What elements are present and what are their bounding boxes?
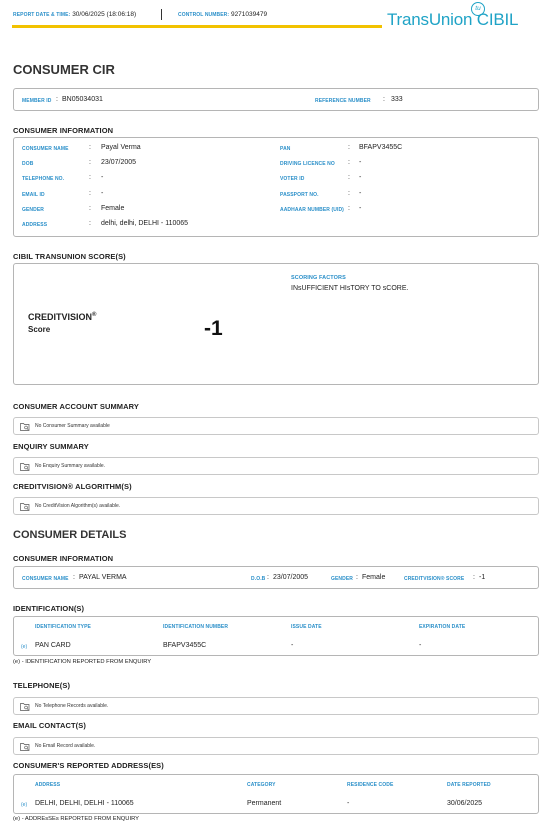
page-title: CONSUMER CIR [13, 62, 115, 77]
right-field-value: - [359, 189, 362, 197]
left-field-label: TELEPHONE NO. [22, 176, 65, 183]
report-date [13, 11, 136, 18]
email-message: No Email Record available. [35, 743, 96, 749]
logo-text: TransUnion CIBIL [387, 10, 519, 29]
score-heading: CIBIL TRANSUNION SCORE(S) [13, 252, 126, 261]
row-marker: (e) [21, 644, 28, 650]
consumer-info-heading: CONSUMER INFORMATION [13, 126, 114, 135]
member-box [13, 88, 539, 111]
details-dob-value: 23/07/2005 [273, 574, 309, 581]
colon: : [89, 189, 91, 197]
left-field-value: Female [101, 204, 125, 212]
table-cell: - [291, 642, 294, 649]
left-field-value: Payal Verma [101, 144, 141, 151]
member-id-value: BN05034031 [62, 96, 103, 103]
colon: : [89, 204, 91, 212]
score-name-reg: ® [92, 312, 97, 318]
table-header-cell: EXPIRATION DATE [419, 624, 466, 630]
scoring-factors-label: SCORING FACTORS [291, 275, 346, 281]
details-dob-label: D.O.B [251, 576, 266, 582]
table-cell: BFAPV3455C [163, 642, 207, 649]
folder-search-icon [20, 502, 30, 511]
table-cell: - [347, 800, 350, 807]
details-gender-label: GENDER [331, 576, 353, 582]
identification-box [13, 616, 539, 656]
left-field-value: 23/07/2005 [101, 159, 137, 167]
left-field-label: GENDER [22, 206, 44, 213]
table-cell: 30/06/2025 [447, 800, 483, 807]
report-header [0, 0, 556, 32]
email-bar [13, 737, 539, 755]
left-field-label: ADDRESS [22, 222, 48, 228]
account-summary-heading: CONSUMER ACCOUNT SUMMARY [13, 402, 140, 411]
table-cell: - [419, 642, 422, 649]
addresses-note: (e) - ADDREsSEs REPORTED FROM ENQUIRY [13, 816, 140, 822]
right-field-label: PAN [280, 146, 291, 152]
addresses-box [13, 774, 539, 814]
score-sub: Score [28, 325, 51, 334]
table-header-cell: IDENTIFICATION TYPE [35, 624, 91, 630]
details-info-heading: CONSUMER INFORMATION [13, 554, 114, 563]
score-name [28, 312, 96, 322]
details-gender-value: Female [362, 574, 386, 581]
colon: : [348, 174, 350, 182]
left-field-label: EMAIL ID [22, 191, 45, 198]
score-value: -1 [204, 317, 223, 340]
right-field-label: AADHAAR NUMBER (UID) [280, 206, 344, 213]
folder-search-icon [20, 702, 30, 711]
left-field-value: - [101, 189, 104, 197]
colon: : [348, 189, 350, 197]
right-field-value: - [359, 204, 362, 212]
enquiry-summary-bar [13, 457, 539, 475]
details-title: CONSUMER DETAILS [13, 529, 127, 541]
table-header-cell: RESIDENCE CODE [347, 782, 394, 788]
transunion-cibil-logo [387, 2, 542, 32]
algorithms-bar [13, 497, 539, 515]
report-date-label: REPORT DATE & TIME: [13, 12, 71, 18]
details-name-label: CONSUMER NAME [22, 576, 69, 582]
header-accent-line [12, 25, 382, 28]
colon: : [348, 144, 350, 151]
control-number-label: CONTROL NUMBER: [178, 12, 230, 18]
left-field-label: CONSUMER NAME [22, 146, 69, 152]
table-header-cell: DATE REPORTED [447, 782, 491, 788]
folder-search-icon [20, 742, 30, 751]
colon: : [383, 96, 385, 103]
colon: : [356, 574, 358, 581]
score-name-text: CREDITVISION [28, 312, 93, 322]
folder-search-icon [20, 462, 30, 471]
report-date-value: 30/06/2025 (18:06:18) [72, 11, 137, 18]
tu-logo-mark: tu [471, 2, 485, 16]
right-field-value: - [359, 174, 362, 182]
colon: : [348, 204, 350, 212]
identification-note: (e) - IDENTIFICATION REPORTED FROM ENQUIRY [13, 659, 152, 665]
details-score-label: CREDITVISION® SCORE [404, 576, 465, 582]
table-cell: PAN CARD [35, 642, 71, 649]
right-field-value: BFAPV3455C [359, 144, 403, 151]
colon: : [56, 96, 58, 103]
colon: : [89, 144, 91, 151]
right-field-label: DRIVING LICENCE NO [280, 161, 335, 168]
addresses-heading: CONSUMER'S REPORTED ADDRESS(ES) [13, 761, 164, 770]
left-field-value: - [101, 174, 104, 182]
header-separator [161, 9, 162, 20]
account-summary-message: No Consumer Summary available [35, 423, 110, 429]
left-field-value: delhi, delhi, DELHI - 110065 [101, 220, 189, 227]
telephone-message: No Telephone Records available. [35, 703, 109, 709]
details-score-value: -1 [479, 574, 486, 581]
colon: : [89, 174, 91, 182]
control-number-value: 9271039479 [230, 11, 268, 18]
enquiry-summary-message: No Enquiry Summary available. [35, 463, 106, 469]
telephone-heading: TELEPHONE(S) [13, 681, 71, 690]
right-field-label: VOTER ID [280, 176, 305, 183]
colon: : [73, 574, 75, 581]
right-field-label: PASSPORT NO. [280, 191, 319, 198]
colon: : [89, 220, 91, 227]
enquiry-summary-heading: ENQUIRY SUMMARY [13, 442, 89, 451]
algorithms-message: No CreditVision Algorithm(s) available. [35, 503, 121, 509]
algorithms-heading: CREDITVISION® ALGORITHM(S) [13, 482, 132, 491]
score-box [13, 263, 539, 385]
table-header-cell: ADDRESS [35, 782, 61, 788]
details-info-box [13, 566, 539, 589]
details-name-value: PAYAL VERMA [79, 574, 127, 581]
consumer-info-box [13, 137, 539, 237]
table-header-cell: CATEGORY [247, 782, 276, 788]
reference-label: REFERENCE NUMBER [315, 98, 371, 104]
identification-heading: IDENTIFICATION(S) [13, 604, 85, 613]
folder-search-icon [20, 422, 30, 431]
telephone-bar [13, 697, 539, 715]
colon: : [473, 574, 475, 581]
account-summary-bar [13, 417, 539, 435]
colon: : [348, 159, 350, 167]
row-marker: (e) [21, 802, 28, 808]
table-header-cell: IDENTIFICATION NUMBER [163, 624, 229, 630]
table-header-cell: ISSUE DATE [291, 624, 322, 630]
table-cell: Permanent [247, 800, 282, 807]
colon: : [89, 159, 91, 167]
member-id-label: MEMBER ID [22, 98, 52, 104]
control-number [178, 11, 267, 18]
email-heading: EMAIL CONTACT(S) [13, 721, 86, 730]
right-field-value: - [359, 159, 362, 167]
left-field-label: DOB [22, 161, 34, 168]
scoring-factors-value: INsUFFICIENT HIsTORY TO sCORE. [291, 285, 409, 292]
table-cell: DELHI, DELHI, DELHI - 110065 [35, 800, 134, 807]
reference-value: 333 [391, 96, 403, 103]
colon: : [267, 574, 269, 581]
